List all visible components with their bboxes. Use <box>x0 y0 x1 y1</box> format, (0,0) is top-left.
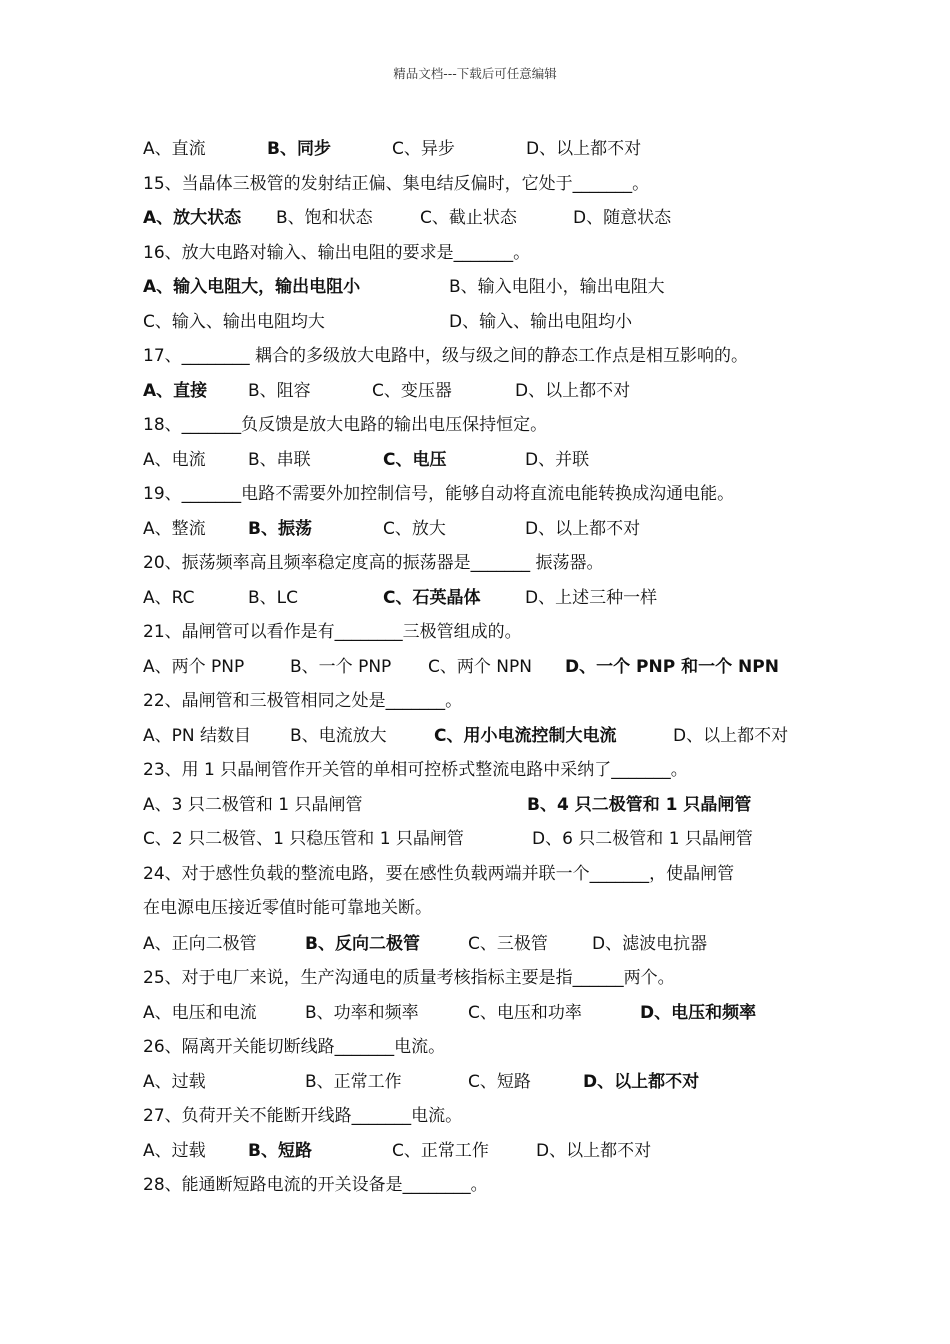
question-text: 24、对于感性负载的整流电路，要在感性负载两端并联一个_______，使晶闸管 <box>143 863 735 884</box>
option: B、功率和频率 <box>305 1002 419 1023</box>
options-line <box>143 585 833 620</box>
option: D、并联 <box>525 449 590 470</box>
option: A、电压和电流 <box>143 1002 257 1023</box>
option: A、电流 <box>143 449 206 470</box>
option: B、阻容 <box>248 380 311 401</box>
question-text: 20、振荡频率高且频率稳定度高的振荡器是_______ 振荡器。 <box>143 553 604 573</box>
option: A、正向二极管 <box>143 933 257 954</box>
option: C、正常工作 <box>392 1140 489 1161</box>
option: C、异步 <box>392 139 455 159</box>
question-text: 28、能通断短路电流的开关设备是________。 <box>143 1175 488 1195</box>
question-text: 21、晶闸管可以看作是有________三极管组成的。 <box>143 622 522 642</box>
answer-option: C、石英晶体 <box>383 587 481 608</box>
option: B、LC <box>248 587 299 608</box>
option: B、饱和状态 <box>276 208 373 228</box>
question-text: 15、当晶体三极管的发射结正偏、集电结反偏时，它处于_______。 <box>143 173 650 194</box>
option: C、输入、输出电阻均大 <box>143 311 325 332</box>
answer-option: D、一个 PNP 和一个 NPN <box>565 656 779 677</box>
question-line <box>143 1172 833 1207</box>
option: A、整流 <box>143 518 206 539</box>
option: D、以上都不对 <box>525 518 641 539</box>
options-line <box>143 1000 833 1035</box>
question-line <box>143 240 833 275</box>
question-line <box>143 1034 833 1069</box>
option: A、PN 结数目 <box>143 725 252 746</box>
question-line <box>143 688 833 723</box>
answer-option: A、放大状态 <box>143 208 242 228</box>
question-text: 25、对于电厂来说，生产沟通电的质量考核指标主要是指______两个。 <box>143 968 675 988</box>
option: A、3 只二极管和 1 只晶闸管 <box>143 794 363 815</box>
options-line <box>143 378 833 413</box>
option: A、两个 PNP <box>143 656 245 677</box>
answer-option: B、同步 <box>267 139 331 159</box>
question-text: 22、晶闸管和三极管相同之处是_______。 <box>143 691 463 711</box>
option: D、以上都不对 <box>515 380 631 401</box>
options-line <box>143 309 833 344</box>
option: D、以上都不对 <box>673 725 789 746</box>
option: C、截止状态 <box>420 208 517 228</box>
option: B、正常工作 <box>305 1071 402 1092</box>
option: C、三极管 <box>468 933 548 954</box>
question-line <box>143 861 833 895</box>
option: A、过载 <box>143 1140 206 1161</box>
options-line <box>143 654 833 689</box>
answer-option: C、电压 <box>383 449 447 470</box>
question-line <box>143 965 833 1000</box>
question-line <box>143 343 833 378</box>
option: A、过载 <box>143 1071 206 1092</box>
answer-option: A、输入电阻大，输出电阻小 <box>143 277 361 297</box>
answer-option: B、振荡 <box>248 518 312 539</box>
question-line <box>143 412 833 447</box>
options-line <box>143 516 833 551</box>
answer-option: B、4 只二极管和 1 只晶闸管 <box>527 794 752 815</box>
option: C、电压和功率 <box>468 1002 582 1023</box>
options-line <box>143 1069 833 1104</box>
option: A、直流 <box>143 139 206 159</box>
question-text: 19、_______电路不需要外加控制信号，能够自动将直流电能转换成沟通电能。 <box>143 484 735 504</box>
question-text: 17、________ 耦合的多级放大电路中，级与级之间的静态工作点是相互影响的。 <box>143 346 749 366</box>
option: D、上述三种一样 <box>525 587 658 608</box>
options-line <box>143 931 833 966</box>
options-line <box>143 136 833 171</box>
option: C、变压器 <box>372 380 452 401</box>
options-line <box>143 205 833 240</box>
question-line <box>143 1103 833 1138</box>
option: D、以上都不对 <box>536 1140 652 1161</box>
answer-option: B、短路 <box>248 1140 312 1161</box>
option: B、串联 <box>248 449 311 470</box>
option: C、短路 <box>468 1071 531 1092</box>
options-line <box>143 1138 833 1173</box>
option: D、滤波电抗器 <box>592 933 708 954</box>
answer-option: D、电压和频率 <box>640 1002 757 1023</box>
option: B、输入电阻小，输出电阻大 <box>449 277 665 297</box>
question-text: 26、隔离开关能切断线路_______电流。 <box>143 1037 446 1057</box>
question-line <box>143 550 833 585</box>
question-line <box>143 757 833 792</box>
option: D、输入、输出电阻均小 <box>449 311 633 332</box>
question-text: 23、用 1 只晶闸管作开关管的单相可控桥式整流电路中采纳了_______。 <box>143 760 688 780</box>
option: D、以上都不对 <box>526 139 642 159</box>
answer-option: C、用小电流控制大电流 <box>434 725 617 746</box>
option: D、随意状态 <box>573 208 672 228</box>
question-line <box>143 171 833 206</box>
options-line <box>143 723 833 758</box>
question-text: 18、_______负反馈是放大电路的输出电压保持恒定。 <box>143 415 548 435</box>
option: B、电流放大 <box>290 725 387 746</box>
question-text: 16、放大电路对输入、输出电阻的要求是_______。 <box>143 242 531 263</box>
answer-option: A、直接 <box>143 380 208 401</box>
option: C、放大 <box>383 518 446 539</box>
question-line <box>143 895 833 931</box>
option: B、一个 PNP <box>290 656 392 677</box>
options-line <box>143 447 833 482</box>
page-header: 精品文档---下载后可任意编辑 <box>393 66 557 81</box>
option: C、两个 NPN <box>428 656 532 677</box>
option: D、6 只二极管和 1 只晶闸管 <box>532 829 753 849</box>
options-line <box>143 826 833 861</box>
question-text: 在电源电压接近零值时能可靠地关断。 <box>143 897 432 918</box>
option: A、RC <box>143 587 195 608</box>
question-line <box>143 619 833 654</box>
options-line <box>143 274 833 309</box>
option: C、2 只二极管、1 只稳压管和 1 只晶闸管 <box>143 829 464 849</box>
question-line <box>143 481 833 516</box>
question-text: 27、负荷开关不能断开线路_______电流。 <box>143 1106 463 1126</box>
question-list <box>143 136 833 1207</box>
answer-option: D、以上都不对 <box>583 1071 700 1092</box>
answer-option: B、反向二极管 <box>305 933 420 954</box>
options-line <box>143 792 833 827</box>
